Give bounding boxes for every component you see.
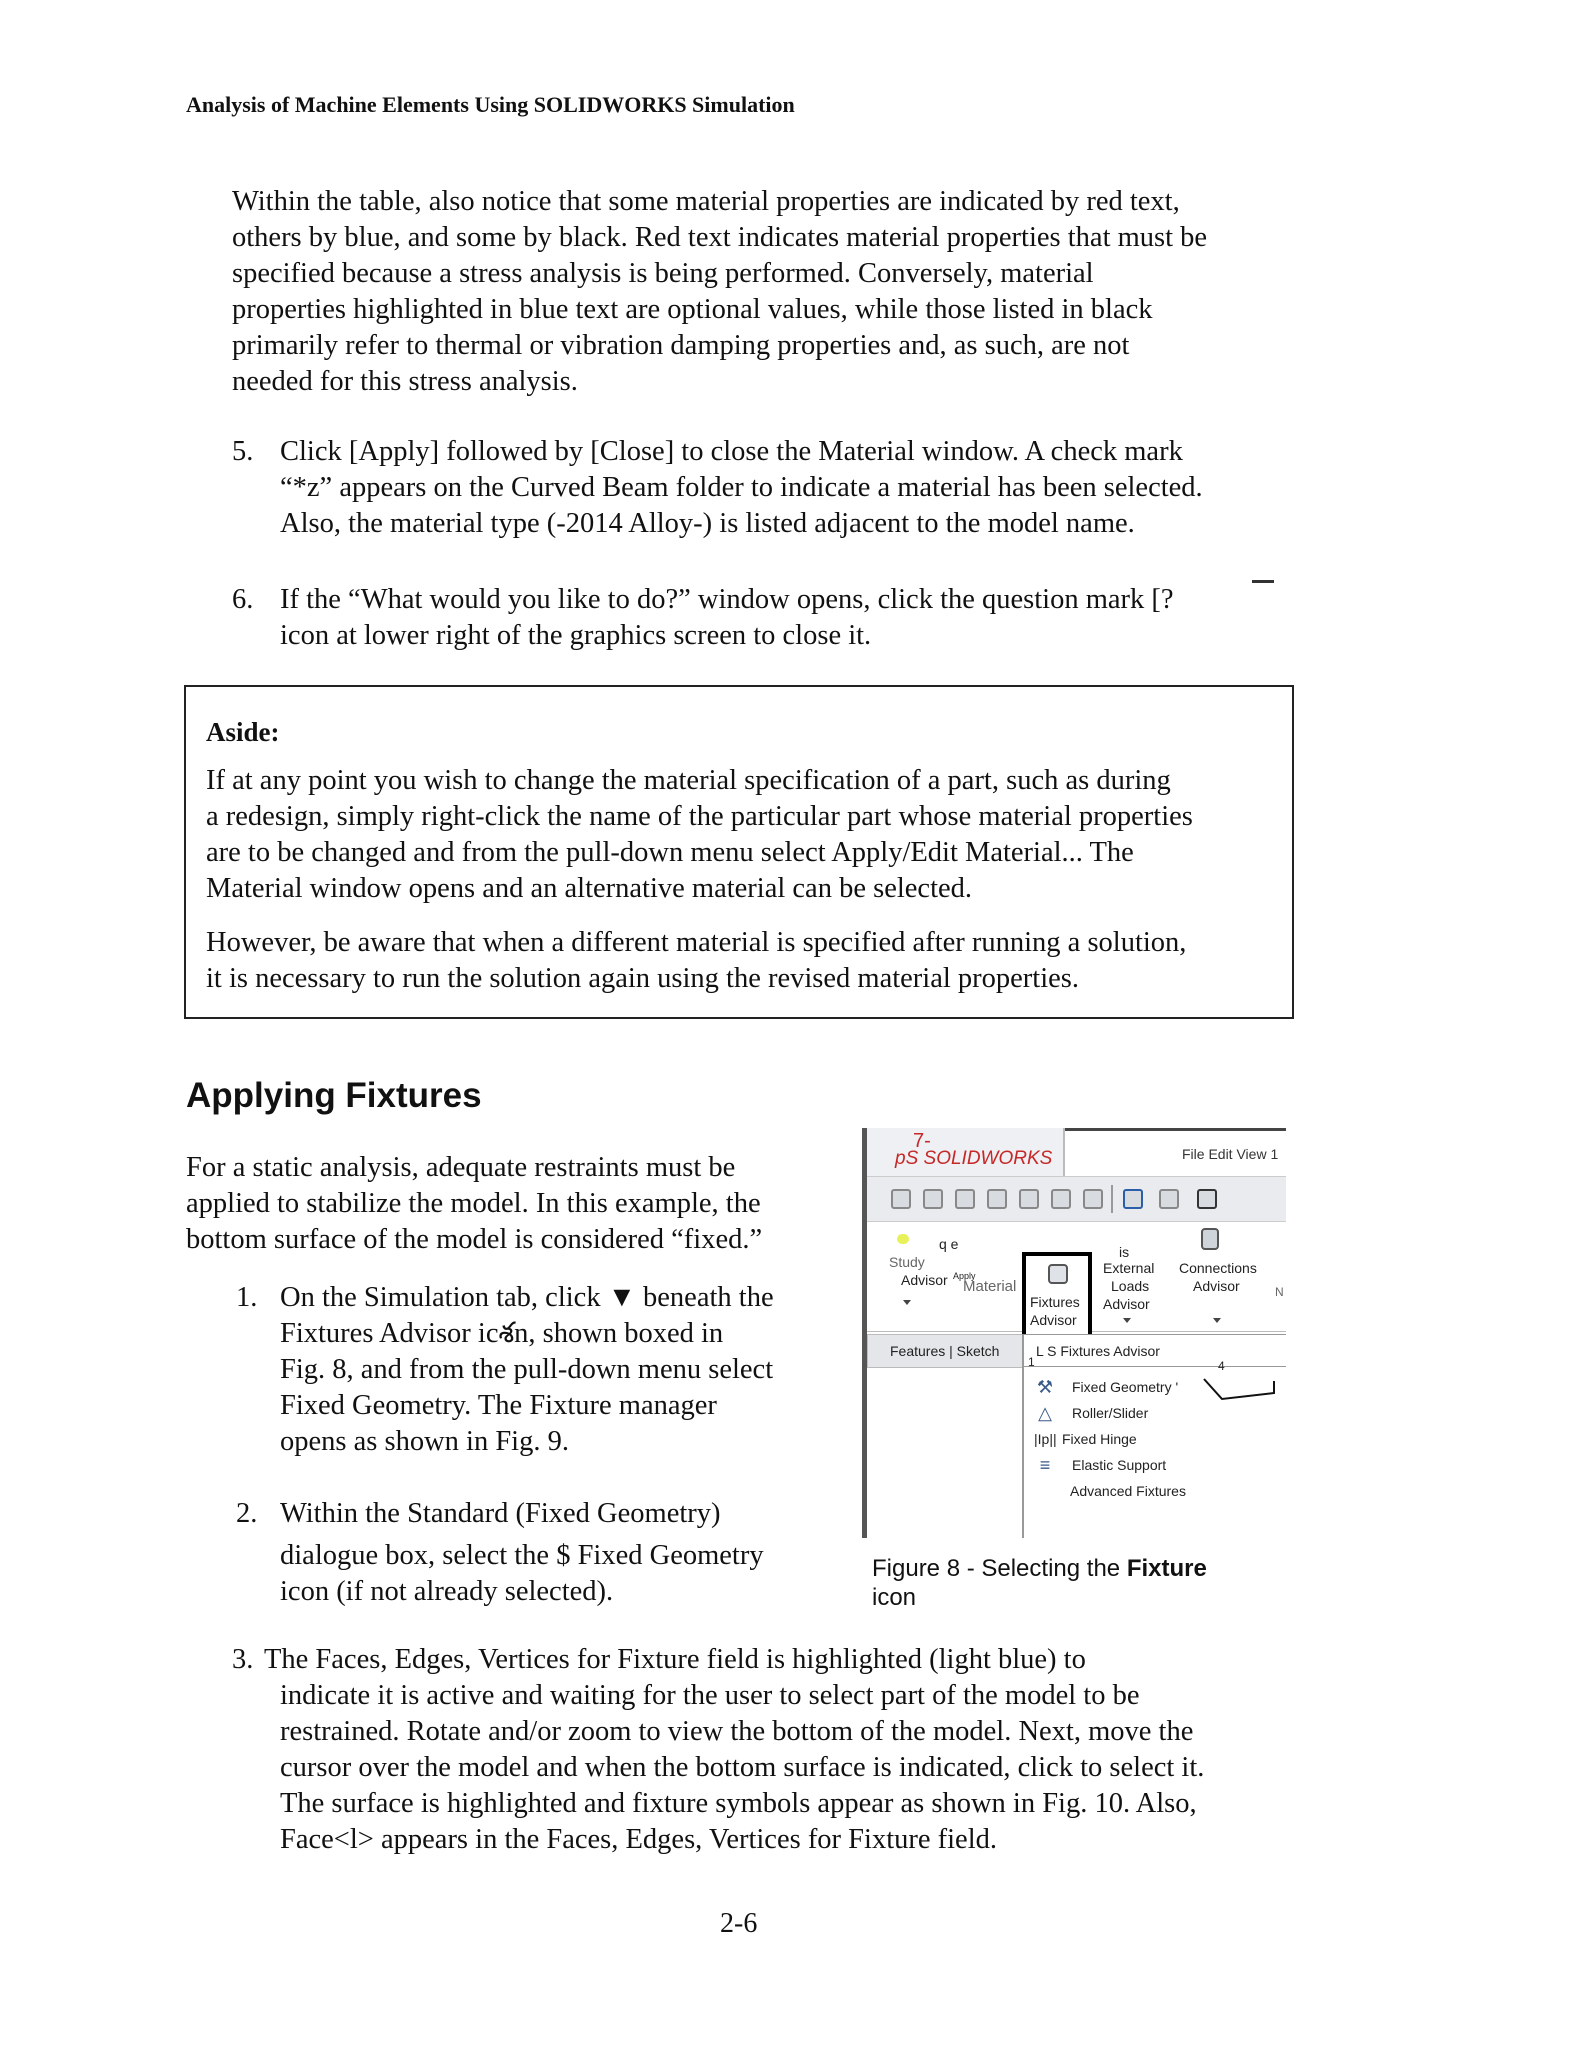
intro-line: needed for this stress analysis. <box>232 366 578 397</box>
menu-item-fixed-geometry[interactable]: Fixed Geometry ' <box>1072 1379 1179 1395</box>
callout-marker-1: 1 <box>1028 1355 1035 1369</box>
connections-dropdown-arrow[interactable] <box>1213 1318 1221 1323</box>
menu-item-elastic-support[interactable]: Elastic Support <box>1072 1457 1167 1473</box>
step-line: Within the Standard (Fixed Geometry) <box>280 1498 721 1529</box>
callout-arrow <box>1200 1375 1280 1405</box>
intro-line: properties highlighted in blue text are optional values, while those listed in black <box>232 294 1153 325</box>
aside-line: it is necessary to run the solution again using the revised material properties. <box>206 963 1079 994</box>
feature-tree-area <box>867 1368 1022 1538</box>
aside-line: However, be aware that when a different material is specified after running a solution, <box>206 927 1187 958</box>
section-intro <box>186 1150 762 1258</box>
figure-8-caption <box>872 1554 1292 1612</box>
menu-item-advanced-fixtures[interactable]: Advanced Fixtures <box>1070 1483 1186 1499</box>
view-front-icon[interactable] <box>891 1189 911 1209</box>
roller-slider-icon: △ <box>1038 1403 1052 1423</box>
aside-paragraph-1 <box>206 763 1193 907</box>
step-line: Fixtures Advisor icశn, shown boxed in <box>280 1318 724 1349</box>
loads-dropdown-arrow[interactable] <box>1123 1318 1131 1323</box>
study-dropdown-arrow[interactable] <box>903 1300 911 1305</box>
step-line: Also, the material type (-2014 Alloy-) is listed adjacent to the model name. <box>280 508 1135 539</box>
fixtures-label: Fixtures <box>1030 1294 1080 1310</box>
elastic-support-icon: ≡ <box>1039 1455 1051 1475</box>
step-line: icon (if not already selected). <box>280 1576 614 1607</box>
step-line: restrained. Rotate and/or zoom to view the bottom of the model. Next, move the <box>280 1716 1194 1747</box>
section-title: Applying Fixtures <box>186 1076 482 1115</box>
fixtures-advisor-icon <box>1048 1264 1068 1284</box>
logo-tab <box>867 1128 1065 1176</box>
menu-bar[interactable]: File Edit View 1 <box>1182 1146 1279 1162</box>
intro-line: others by blue, and some by black. Red text indicates material properties that must be <box>232 222 1208 253</box>
fixed-geometry-icon: ⚒ <box>1036 1377 1054 1397</box>
step-line: dialogue box, select the $ Fixed Geometry <box>280 1540 764 1571</box>
step-line: On the Simulation tab, click ▼ beneath the <box>280 1282 774 1313</box>
aside-title: Aside: <box>206 717 280 747</box>
step-line: Fixed Geometry. The Fixture manager <box>280 1390 717 1421</box>
callout-marker-4: 4 <box>1218 1359 1225 1373</box>
running-header: Analysis of Machine Elements Using SOLIDWORKS Simulation <box>186 92 795 117</box>
view-toolbar <box>867 1176 1286 1222</box>
step-number: 5. <box>232 436 254 467</box>
intro-line: Within the table, also notice that some material properties are indicated by red text, <box>232 186 1180 217</box>
study-advisor-label[interactable]: Advisor <box>901 1272 948 1288</box>
solidworks-logo[interactable]: pS SOLIDWORKS <box>895 1148 1053 1169</box>
aside-line: Material window opens and an alternative material can be selected. <box>206 873 973 904</box>
step-line: cursor over the model and when the bottom surface is indicated, click to select it. <box>280 1752 1205 1783</box>
step-number: 6. <box>232 584 254 615</box>
step-number: 3. <box>232 1644 254 1675</box>
figure-8-screenshot <box>862 1128 1286 1538</box>
step-line: “*z” appears on the Curved Beam folder to indicate a material has been selected. <box>280 472 1203 503</box>
ribbon-edge-letter: N <box>1275 1285 1284 1299</box>
step-line: indicate it is active and waiting for the user to select part of the model to be <box>280 1680 1140 1711</box>
connections-advisor-icon[interactable] <box>1201 1228 1219 1250</box>
intro-paragraph <box>232 184 1207 400</box>
view-top-icon[interactable] <box>1019 1189 1039 1209</box>
step-line: Face<l> appears in the Faces, Edges, Vertices for Fixture field. <box>280 1824 997 1855</box>
step-line: The surface is highlighted and fixture symbols appear as shown in Fig. 10. Also, <box>280 1788 1197 1819</box>
aside-box <box>184 685 1294 1019</box>
menu-item-fixed-hinge[interactable]: Fixed Hinge <box>1062 1431 1137 1447</box>
caption-prefix: Figure 8 - Selecting the <box>872 1555 1127 1582</box>
view-right-icon[interactable] <box>987 1189 1007 1209</box>
fixed-hinge-prefix: |Ip|| <box>1034 1431 1057 1447</box>
intro-line: specified because a stress analysis is being performed. Conversely, material <box>232 258 1094 289</box>
caption-bold: Fixture <box>1126 1555 1207 1582</box>
section-intro-line: bottom surface of the model is considered “fixed.” <box>186 1224 763 1255</box>
study-label: Study <box>889 1254 925 1270</box>
fixtures-advisor-label: Advisor <box>1030 1312 1077 1328</box>
aside-line: If at any point you wish to change the material specification of a part, such as during <box>206 765 1171 796</box>
tabs-label[interactable]: Features | Sketch <box>890 1343 1000 1359</box>
view-bottom-icon[interactable] <box>1051 1189 1071 1209</box>
connections-label: Connections <box>1179 1260 1257 1276</box>
aside-line: a redesign, simply right-click the name of the particular part whose material properties <box>206 801 1193 832</box>
apply-material-label[interactable]: Material <box>963 1278 1017 1295</box>
step-line: Fig. 8, and from the pull-down menu select <box>280 1354 774 1385</box>
normal-to-icon[interactable] <box>1123 1189 1143 1209</box>
step-number: 1. <box>236 1282 258 1313</box>
view-back-icon[interactable] <box>923 1189 943 1209</box>
step-line: The Faces, Edges, Vertices for Fixture field is highlighted (light blue) to <box>264 1644 1086 1675</box>
study-advisor-icon[interactable] <box>897 1234 909 1244</box>
loads-label: Loads <box>1111 1278 1150 1294</box>
single-view-icon[interactable] <box>1159 1189 1179 1209</box>
study-label-top: q e <box>939 1236 959 1252</box>
step-line: If the “What would you like to do?” window opens, click the question mark [? <box>280 584 1174 615</box>
dropdown-header[interactable] <box>1024 1335 1286 1367</box>
loads-advisor-label[interactable]: Advisor <box>1103 1296 1150 1312</box>
external-label: External <box>1103 1260 1155 1276</box>
view-left-icon[interactable] <box>955 1189 975 1209</box>
section-intro-line: For a static analysis, adequate restraints must be <box>186 1152 736 1183</box>
caption-suffix: icon <box>872 1584 917 1611</box>
page-number: 2-6 <box>720 1908 758 1939</box>
step-line: Click [Apply] followed by [Close] to close the Material window. A check mark <box>280 436 1183 467</box>
section-intro-line: applied to stabilize the model. In this example, the <box>186 1188 761 1219</box>
dash-mark <box>1252 580 1274 583</box>
dropdown-header-label: L S Fixtures Advisor <box>1036 1343 1160 1359</box>
aside-paragraph-2 <box>206 925 1186 997</box>
step-number: 2. <box>236 1498 258 1529</box>
loads-label-top: is <box>1119 1244 1130 1260</box>
view-iso-icon[interactable] <box>1083 1189 1103 1209</box>
connections-advisor-label[interactable]: Advisor <box>1193 1278 1240 1294</box>
step-line: opens as shown in Fig. 9. <box>280 1426 569 1457</box>
command-manager-tabs[interactable] <box>867 1334 1031 1368</box>
toolbar-divider <box>1111 1185 1113 1213</box>
aside-line: are to be changed and from the pull-down menu select Apply/Edit Material... The <box>206 837 1134 868</box>
intro-line: primarily refer to thermal or vibration damping properties and, as such, are not <box>232 330 1130 361</box>
monitor-icon[interactable] <box>1197 1189 1217 1209</box>
logo-number: 7- <box>913 1130 931 1152</box>
apply-small-label: Apply <box>953 1271 976 1281</box>
menu-item-roller-slider[interactable]: Roller/Slider <box>1072 1405 1149 1421</box>
fixtures-dropdown-menu <box>1022 1334 1286 1538</box>
step-line: icon at lower right of the graphics screen to close it. <box>280 620 872 651</box>
